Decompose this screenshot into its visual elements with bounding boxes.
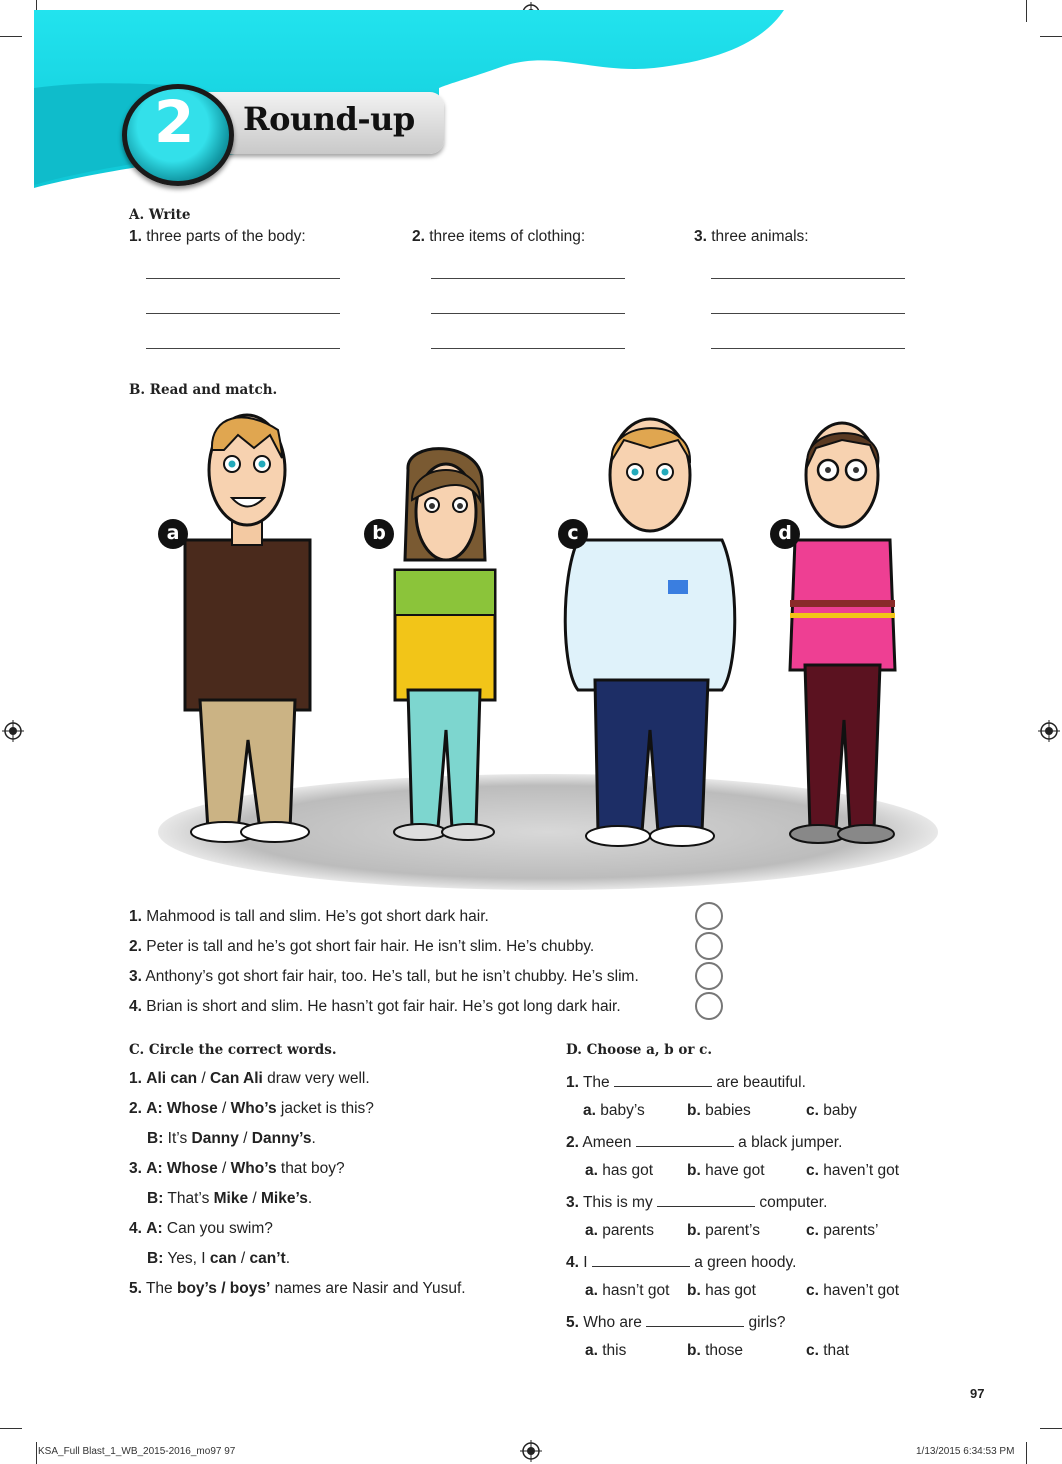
section-d-option[interactable]: c. parents’ — [806, 1222, 879, 1239]
answer-line[interactable] — [711, 278, 905, 279]
match-answer-circle[interactable] — [695, 932, 723, 960]
answer-line[interactable] — [711, 313, 905, 314]
section-d-option[interactable]: b. those — [687, 1342, 744, 1359]
match-sentence: 2. Peter is tall and he’s got short fair hair. He isn’t slim. He’s chubby. — [129, 938, 595, 955]
answer-line[interactable] — [146, 278, 340, 279]
figure-a-illustration — [185, 415, 310, 842]
figure-d-illustration — [790, 423, 895, 843]
section-c-heading: C. Circle the correct words. — [129, 1042, 337, 1058]
section-a-prompt: 3. three animals: — [694, 228, 809, 245]
crop-mark — [1026, 0, 1027, 22]
option[interactable]: can — [209, 1250, 237, 1267]
option[interactable]: Danny’s — [251, 1130, 312, 1147]
registration-mark-icon — [520, 1440, 542, 1462]
section-a-heading: A. Write — [129, 207, 191, 223]
match-answer-circle[interactable] — [695, 902, 723, 930]
section-d-option[interactable]: c. haven’t got — [806, 1282, 900, 1299]
crop-mark — [0, 36, 22, 37]
blank-line[interactable] — [592, 1252, 690, 1267]
section-d-option[interactable]: a. hasn’t got — [585, 1282, 670, 1299]
section-d-question: 2. Ameen a black jumper. — [566, 1134, 843, 1151]
answer-line[interactable] — [711, 348, 905, 349]
section-c-item: 3. A: Whose / Who’s that boy? — [129, 1160, 345, 1177]
answer-line[interactable] — [431, 313, 625, 314]
label-d-badge: d — [770, 519, 800, 549]
label-a-badge: a — [158, 519, 188, 549]
section-d-option[interactable]: c. that — [806, 1342, 850, 1359]
crop-mark — [0, 1428, 22, 1429]
option[interactable]: Ali can — [146, 1070, 198, 1087]
section-c-item: 4. A: Can you swim? — [129, 1220, 273, 1237]
section-d-option[interactable]: c. haven’t got — [806, 1162, 900, 1179]
section-d-option[interactable]: b. parent’s — [687, 1222, 760, 1239]
section-d-option[interactable]: a. has got — [585, 1162, 654, 1179]
registration-mark-icon — [2, 720, 24, 742]
section-d-option[interactable]: b. have got — [687, 1162, 765, 1179]
section-d-option[interactable]: a. this — [585, 1342, 627, 1359]
crop-mark — [1040, 36, 1062, 37]
section-b-heading: B. Read and match. — [129, 382, 278, 398]
option[interactable]: boy’s / boys’ — [176, 1280, 271, 1297]
section-d-option[interactable]: c. baby — [806, 1102, 857, 1119]
match-answer-circle[interactable] — [695, 962, 723, 990]
section-d-question: 1. The are beautiful. — [566, 1074, 806, 1091]
label-c-badge: c — [558, 519, 588, 549]
section-d-question: 4. I a green hoody. — [566, 1254, 797, 1271]
option[interactable]: Mike’s — [261, 1190, 308, 1207]
section-a-prompt: 2. three items of clothing: — [412, 228, 586, 245]
blank-line[interactable] — [646, 1312, 744, 1327]
answer-line[interactable] — [146, 348, 340, 349]
match-answer-circle[interactable] — [695, 992, 723, 1020]
crop-mark — [1040, 1428, 1062, 1429]
option[interactable]: can’t — [249, 1250, 286, 1267]
crop-mark — [36, 1442, 37, 1464]
registration-mark-icon — [1038, 720, 1060, 742]
match-sentence: 4. Brian is short and slim. He hasn’t got fair hair. He’s got long dark hair. — [129, 998, 621, 1015]
unit-number: 2 — [154, 88, 195, 156]
match-sentence: 3. Anthony’s got short fair hair, too. He’s tall, but he isn’t chubby. He’s slim. — [129, 968, 639, 985]
section-d-option[interactable]: a. parents — [585, 1222, 654, 1239]
section-d-heading: D. Choose a, b or c. — [566, 1042, 713, 1058]
section-c-item: 2. A: Whose / Who’s jacket is this? — [129, 1100, 374, 1117]
blank-line[interactable] — [614, 1072, 712, 1087]
answer-line[interactable] — [146, 313, 340, 314]
footer-slug-right: 1/13/2015 6:34:53 PM — [916, 1446, 1015, 1457]
section-c-item: B: That’s Mike / Mike’s. — [147, 1190, 313, 1207]
blank-line[interactable] — [636, 1132, 734, 1147]
section-c-item: 1. Ali can / Can Ali draw very well. — [129, 1070, 370, 1087]
option[interactable]: Mike — [213, 1190, 249, 1207]
footer-slug-left: KSA_Full Blast_1_WB_2015-2016_mo97 97 — [38, 1446, 236, 1457]
answer-line[interactable] — [431, 348, 625, 349]
section-d-option[interactable]: a. baby’s — [583, 1102, 645, 1119]
section-a-prompt: 1. three parts of the body: — [129, 228, 306, 245]
label-b-badge: b — [364, 519, 394, 549]
page-number: 97 — [970, 1386, 985, 1401]
section-d-option[interactable]: b. babies — [687, 1102, 751, 1119]
page-title: Round-up — [243, 100, 415, 138]
section-d-option[interactable]: b. has got — [687, 1282, 756, 1299]
answer-line[interactable] — [431, 278, 625, 279]
match-sentence: 1. Mahmood is tall and slim. He’s got short dark hair. — [129, 908, 489, 925]
section-d-question: 5. Who are girls? — [566, 1314, 786, 1331]
characters-illustration — [150, 400, 950, 890]
section-c-item: B: Yes, I can / can’t. — [147, 1250, 291, 1267]
section-d-question: 3. This is my computer. — [566, 1194, 828, 1211]
option[interactable]: Danny — [191, 1130, 239, 1147]
option[interactable]: Who’s — [230, 1100, 277, 1117]
section-c-item: 5. The boy’s / boys’ names are Nasir and Yusuf. — [129, 1280, 466, 1297]
blank-line[interactable] — [657, 1192, 755, 1207]
option[interactable]: Whose — [162, 1100, 218, 1117]
crop-mark — [1026, 1442, 1027, 1464]
section-c-item: B: It’s Danny / Danny’s. — [147, 1130, 316, 1147]
option[interactable]: Who’s — [230, 1160, 277, 1177]
option[interactable]: Whose — [162, 1160, 218, 1177]
option[interactable]: Can Ali — [210, 1070, 263, 1087]
